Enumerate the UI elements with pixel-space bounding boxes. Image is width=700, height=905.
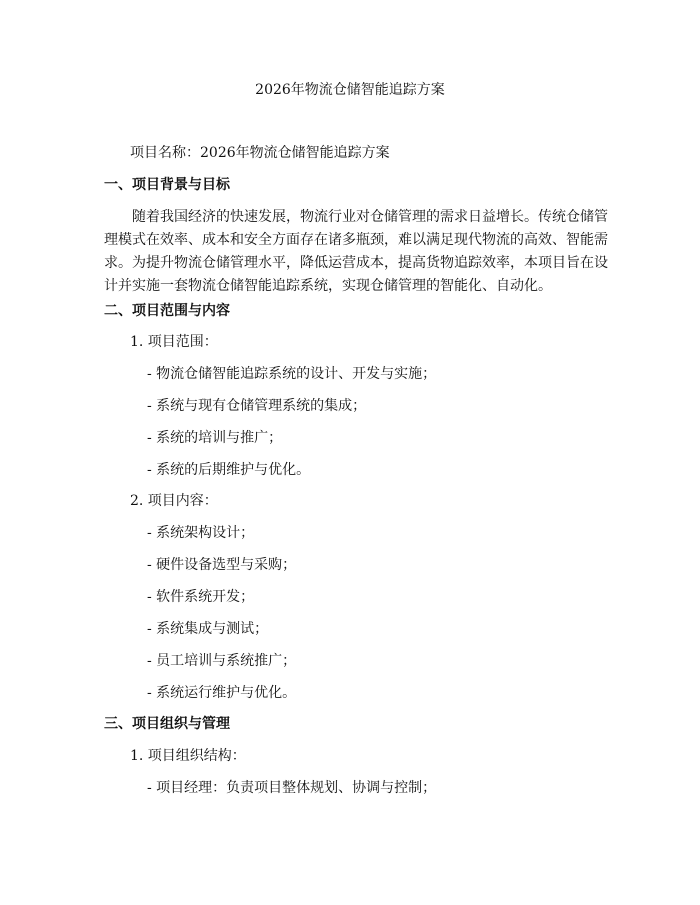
bullet-item: - 系统集成与测试； xyxy=(147,621,269,637)
list-item-number: 1. 项目范围： xyxy=(130,334,218,350)
bullet-item: - 员工培训与系统推广； xyxy=(147,653,297,669)
bullet-item: - 物流仓储智能追踪系统的设计、开发与实施； xyxy=(147,366,437,382)
bullet-item: - 软件系统开发； xyxy=(147,589,255,605)
bullet-item: - 项目经理：负责项目整体规划、协调与控制； xyxy=(147,780,437,796)
bullet-item: - 系统的培训与推广； xyxy=(147,430,283,446)
list-item-number: 1. 项目组织结构： xyxy=(130,748,246,764)
section-background-paragraph xyxy=(104,206,608,298)
document-title: 2026年物流仓储智能追踪方案 xyxy=(255,82,445,98)
paragraph-line: 理模式在效率、成本和安全方面存在诸多瓶颈，难以满足现代物流的高效、智能需 xyxy=(104,232,608,248)
paragraph-line: 计并实施一套物流仓储智能追踪系统，实现仓储管理的智能化、自动化。 xyxy=(104,278,552,294)
list-item-number: 2. 项目内容： xyxy=(130,493,218,509)
paragraph-line: 求。为提升物流仓储管理水平，降低运营成本，提高货物追踪效率，本项目旨在设 xyxy=(104,255,608,271)
project-name-line: 项目名称：2026年物流仓储智能追踪方案 xyxy=(130,145,390,161)
section-heading-scope: 二、项目范围与内容 xyxy=(104,303,230,319)
bullet-item: - 硬件设备选型与采购； xyxy=(147,557,297,573)
bullet-item: - 系统架构设计； xyxy=(147,525,255,541)
bullet-item: - 系统运行维护与优化。 xyxy=(147,685,297,701)
section-heading-background: 一、项目背景与目标 xyxy=(104,177,230,193)
section-heading-organization: 三、项目组织与管理 xyxy=(104,716,230,732)
bullet-item: - 系统与现有仓储管理系统的集成； xyxy=(147,398,367,414)
bullet-item: - 系统的后期维护与优化。 xyxy=(147,462,311,478)
paragraph-line: 随着我国经济的快速发展，物流行业对仓储管理的需求日益增长。传统仓储管 xyxy=(132,209,608,225)
